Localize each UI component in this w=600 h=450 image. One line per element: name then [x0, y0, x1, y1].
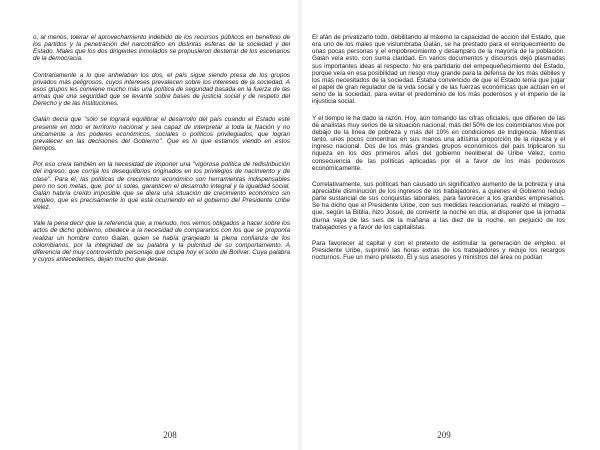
left-paragraph-4: Por eso creía también en la necesidad de imponer una "vigorosa política de redistribución del ingreso, que corrija los desequilibrios originados en los privilegios de nacimiento y de clase". Para él, las políticas de crecimiento económico son herramientas indispensables pero no son metas, que, por sí solas, garanticen el desarrollo integral y la igualdad social. Galán habría creído imposible que se diera una situación de crecimiento económico sin empleo, que es precisamente lo que está ocurriendo en el gobierno del Presidente Uribe Vélez.	[33, 161, 290, 212]
left-paragraph-2: Contrariamente a lo que anhelaban los dos, el país sigue siendo presa de los grupos privados más peligrosos, cuyos intereses prevalecen sobre los intereses de la sociedad. A esos grupos les conviene mucho más una política de seguridad basada en la fuerza de las armas que una seguridad que se levante sobre bases de justicia social y de respeto del Derecho y de las Instituciones.	[33, 71, 290, 108]
right-paragraph-4: Para favorecer al capital y con el pretexto de estimular la generación de empleo, el Presidente Uribe, suprimió las horas extras de los trabajadores y redujo los recargos nocturnos. Fue un mero pretexto. Él y sus asesores y ministros del área no podían	[312, 239, 565, 262]
left-paragraph-1: o, al menos, tolerar el aprovechamiento indebido de los recursos públicos en beneficio de los partidos y la penetración del narcotráfico en distintas esferas de la sociedad y del Estado. Males que los dos dirigentes inmolados se propusieron desterrar de los escenarios de la democracia.	[33, 34, 290, 63]
left-paragraph-5: Vale la pena decir que la referencia que, a menudo, nos vemos obligados a hacer sobre los actos de dicho gobierno, obedece a la necesidad de compararlos con los que se proponía realizar un hombre como Galán, quien se había granjeado la plena confianza de los colombianos, por la integridad de su palabra y la pulcritud de su comportamiento. A diferencia del muy controvertido personaje que ocupa hoy el solio de Bolívar. Cuya palabra y cuyos antecedentes, dejan mucho que desear.	[33, 220, 290, 264]
right-page-number: 209	[437, 430, 451, 440]
right-paragraph-1: El afán de privatizarlo todo, debilitando al máximo la capacidad de acción del Estado, que era uno de los males que vislumbraba Galán, se ha prestado para el enriquecimiento de unas pocas personas y el empobrecimiento y desamparo de la mayoría de la población. Galán veía esto, con suma claridad. En varios documentos y discursos dejó plasmadas sus importantes ideas al respecto. No era partidario del empequeñecimiento del Estado, porque veía en esa posibilidad un riesgo muy grande para la defensa de los más débiles y los más necesitados de la sociedad. Estaba convencido de que el Estado tenía que jugar el papel de gran regulador de la vida social y de las fuerzas económicas que actúan en el seno de la sociedad, para evitar el predominio de los más poderosos y el imperio de la injusticia social.	[312, 34, 565, 106]
right-paragraph-2: Y el tiempo le ha dado la razón. Hoy, aún tomando las cifras oficiales, que difieren de las de analistas muy serios de la situación nacional, más del 50% de los colombianos vive por debajo de la línea de pobreza y más del 10% en condiciones de indigencia. Mientras tanto, unos pocos concentran en sus manos una altísima proporción de la riqueza y el ingreso nacional. Dos de los más grandes grupos económicos del país triplicaron su riqueza en los dos primeros años del gobierno neoliberal de Uribe Vélez, como consecuencia de las políticas aplicadas por él a favor de los más poderosos económicamente.	[312, 114, 565, 172]
right-page	[300, 0, 600, 450]
left-page-number: 208	[163, 430, 177, 440]
right-paragraph-3: Correlativamente, sus políticas han causado un significativo aumento de la pobreza y una apreciable disminución de los ingresos de los trabajadores, a quienes el Gobierno redujo parte sustancial de sus conquistas laborales, para favorecer a los grandes empresarios. Se ha dicho que el Presidente Uribe, con sus medidas reaccionarias, realizó el milagro –que, según la Biblia, hizo Josué, de convertir la noche en día, al disponer que la jornada diurna vaya de las seis de la mañana a las diez de la noche, en perjuicio de los trabajadores y a favor de los capitalistas.	[312, 180, 565, 231]
left-paragraph-3: Galán decía que "sólo se logrará equilibrar el desarrollo del país cuando el Estado esté presente en todo el territorio nacional y sea capaz de interpretar a toda la Nación y no únicamente a los poderes económicos, sociales o políticos privilegiados, que logran prevalecer en las decisiones del Gobierno". Que es lo que estamos viendo en estos tiempos.	[33, 116, 290, 153]
